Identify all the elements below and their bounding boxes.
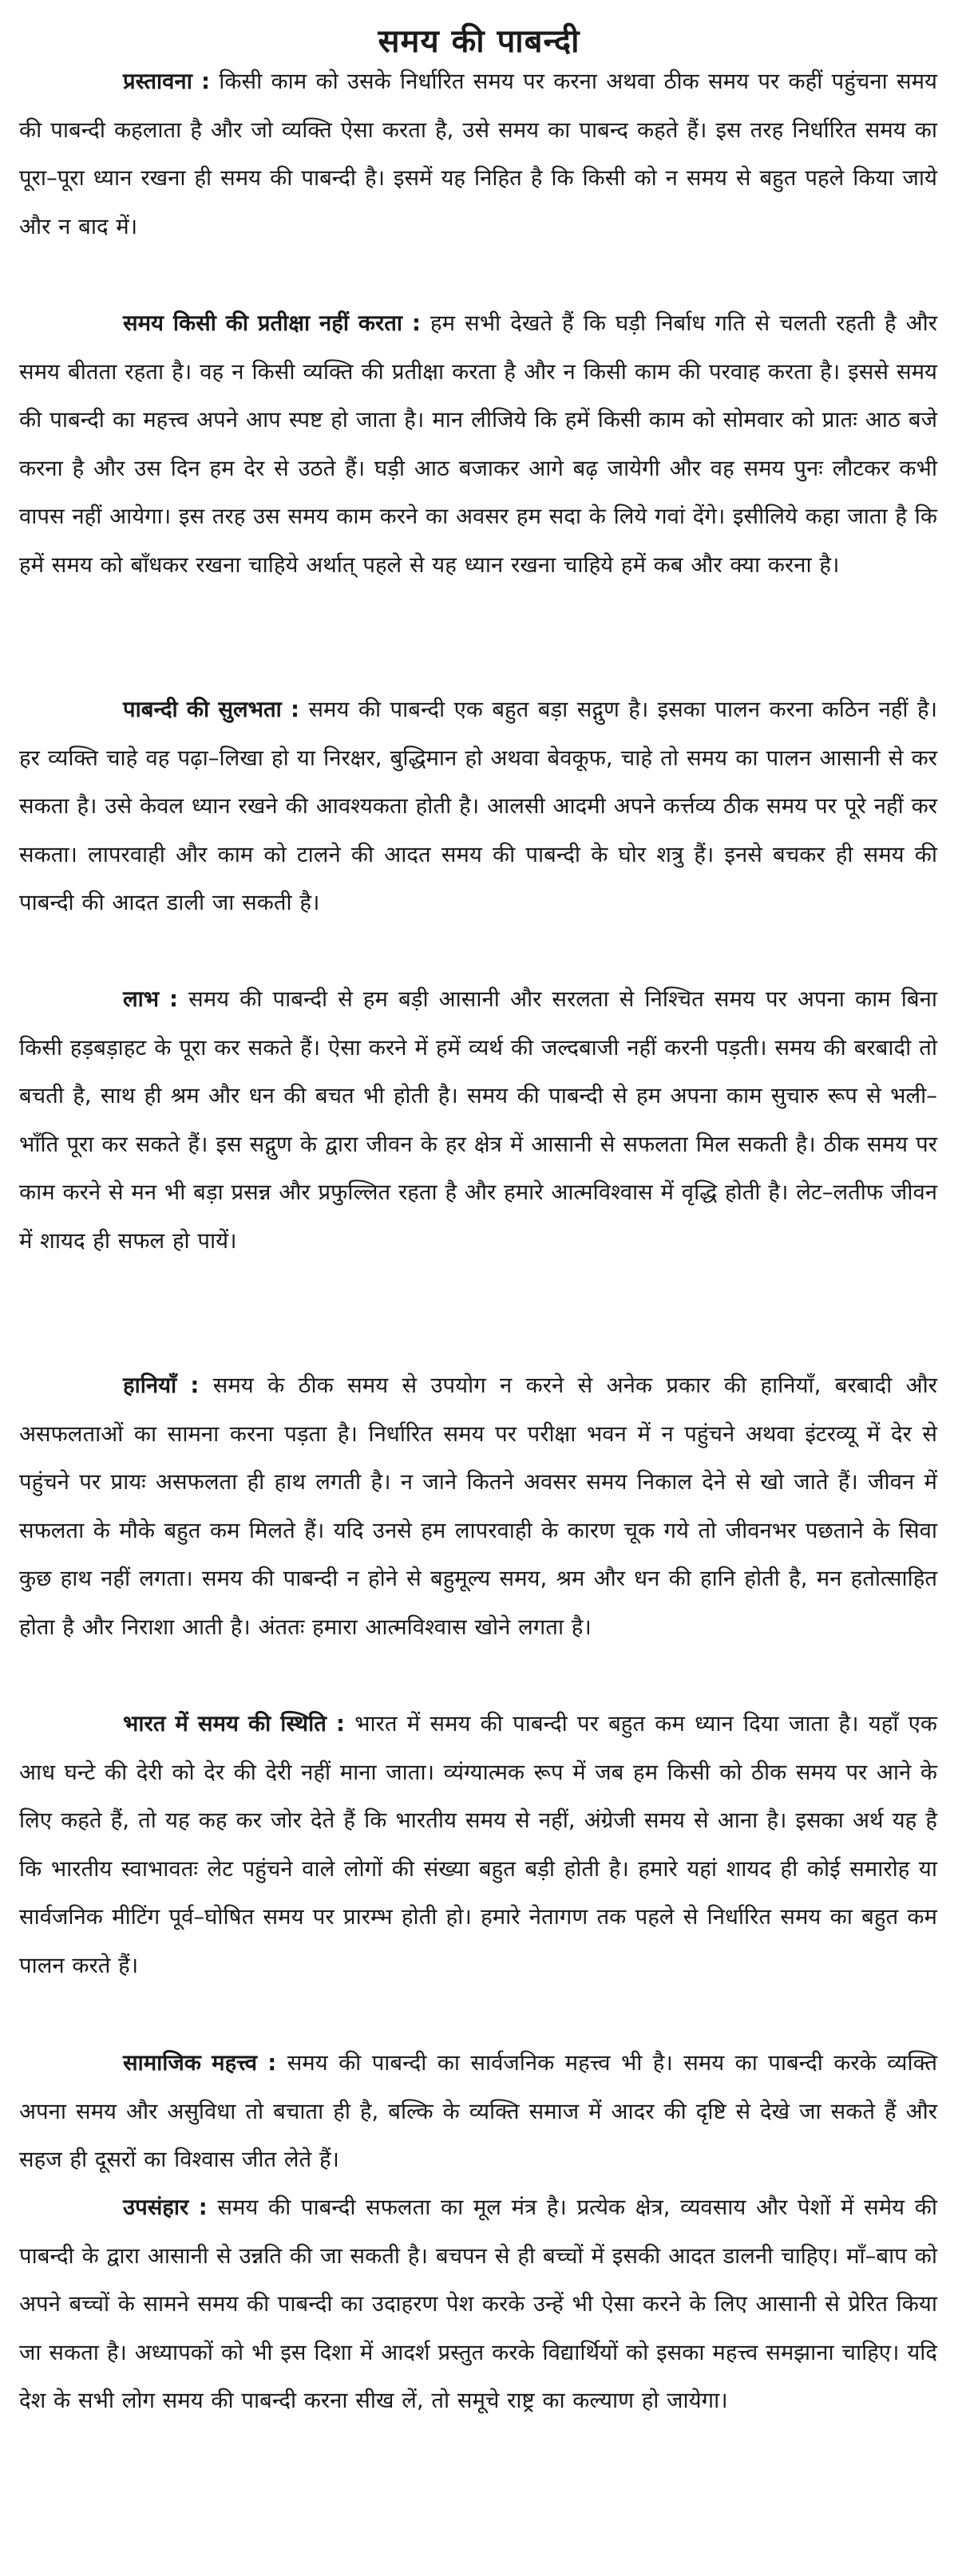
section-social-importance bbox=[19, 2039, 937, 2184]
section-situation-in-india bbox=[19, 1700, 937, 1989]
section-benefits bbox=[19, 975, 937, 1265]
section-heading: लाभ : bbox=[123, 986, 179, 1012]
section-text: भारत में समय की पाबन्दी पर बहुत कम ध्यान दिया जाता है। यहाँ एक आध घन्टे की देरी को देर की देरी नहीं माना जाता। व्यंग्यात्मक रूप में जब हम किसी को ठीक समय पर आने के लिए कहते हैं, तो यह कह कर जोर देते हैं कि भारतीय समय से नहीं, अंग्रेजी समय से आना है। इसका अर्थ यह है कि भारतीय स्वाभावतः लेट पहुंचने वाले लोगों की संख्या बहुत बड़ी होती है। हमारे यहां शायद ही कोई समारोह या सार्वजनिक मीटिंग पूर्व–घोषित समय पर प्रारम्भ होती हो। हमारे नेतागण तक पहले से निर्धारित समय का बहुत कम पालन करते हैं। bbox=[19, 1711, 938, 1978]
section-text: समय की पाबन्दी का सार्वजनिक महत्त्व भी है। समय का पाबन्दी करके व्यक्ति अपना समय और असुविधा तो बचाता ही है, बल्कि के व्यक्ति समाज में आदर की दृष्टि से देखे जा सकते हैं और सहज ही दूसरों का विश्वास जीत लेते हैं। bbox=[19, 2050, 938, 2172]
section-introduction bbox=[19, 57, 937, 251]
section-text: किसी काम को उसके निर्धारित समय पर करना अथवा ठीक समय पर कहीं पहुंचना समय की पाबन्दी कहलाता है और जो व्यक्ति ऐसा करता है, उसे समय का पाबन्द कहते हैं। इस तरह निर्धारित समय का पूरा–पूरा ध्यान रखना ही समय की पाबन्दी है। इसमें यह निहित है कि किसी को न समय से बहुत पहले किया जाये और न बाद में। bbox=[19, 69, 937, 239]
section-text: समय की पाबन्दी से हम बड़ी आसानी और सरलता से निश्चित समय पर अपना काम बिना किसी हड़बड़ाहट के पूरा कर सकते हैं। ऐसा करने में हमें व्यर्थ की जल्दबाजी नहीं करनी पड़ती। समय की बरबादी तो बचती है, साथ ही श्रम और धन की बचत भी होती है। समय की पाबन्दी से हम अपना काम सुचारु रूप से भली–भाँति पूरा कर सकते हैं। इस सद्गुण के द्वारा जीवन के हर क्षेत्र में आसानी से सफलता मिल सकती है। ठीक समय पर काम करने से मन भी बड़ा प्रसन्न और प्रफुल्लित रहता है और हमारे आत्मविश्वास में वृद्धि होती है। लेट–लतीफ जीवन में शायद ही सफल हो पायें। bbox=[19, 986, 937, 1254]
section-ease-of-punctuality bbox=[19, 685, 937, 927]
section-heading: हानियाँ : bbox=[123, 1373, 200, 1398]
essay-title: समय की पाबन्दी bbox=[378, 23, 580, 60]
section-text: समय की पाबन्दी सफलता का मूल मंत्र है। प्रत्येक क्षेत्र, व्यवसाय और पेशों में समेय की पाबन्दी के द्वारा आसानी से उन्नति की जा सकती है। बचपन से ही बच्चों में इसकी आदत डालनी चाहिए। माँ–बाप को अपने बच्चों के सामने समय की पाबन्दी का उदाहरण पेश करके उन्हें भी ऐसा करने के लिए आसानी से प्रेरित किया जा सकता है। अध्यापकों को भी इस दिशा में आदर्श प्रस्तुत करके विद्यार्थियों को इसका महत्त्व समझाना चाहिए। यदि देश के सभी लोग समय की पाबन्दी करना सीख लें, तो समूचे राष्ट्र का कल्याण हो जायेगा। bbox=[19, 2195, 938, 2413]
section-heading: प्रस्तावना : bbox=[123, 69, 210, 94]
section-heading: भारत में समय की स्थिति : bbox=[123, 1711, 345, 1736]
section-text: समय के ठीक समय से उपयोग न करने से अनेक प्रकार की हानियाँ, बरबादी और असफलताओं का सामना करना पड़ता है। निर्धारित समय पर परीक्षा भवन में न पहुंचने अथवा इंटरव्यू में देर से पहुंचने पर प्रायः असफलता ही हाथ लगती है। न जाने कितने अवसर समय निकाल देने से खो जाते हैं। जीवन में सफलता के मौके बहुत कम मिलते हैं। यदि उनसे हम लापरवाही के कारण चूक गये तो जीवनभर पछताने के सिवा कुछ हाथ नहीं लगता। समय की पाबन्दी न होने से बहुमूल्य समय, श्रम और धन की हानि होती है, मन हतोत्साहित होता है और निराशा आती है। अंततः हमारा आत्मविश्वास खोने लगता है। bbox=[19, 1373, 938, 1640]
section-harms bbox=[19, 1361, 937, 1651]
section-time-waits-for-none bbox=[19, 299, 937, 589]
section-heading: सामाजिक महत्त्व : bbox=[123, 2050, 277, 2076]
section-conclusion bbox=[19, 2183, 937, 2425]
section-text: हम सभी देखते हैं कि घड़ी निर्बाध गति से चलती रहती है और समय बीतता रहता है। वह न किसी व्यक्ति की प्रतीक्षा करता है और न किसी काम की परवाह करता है। इससे समय की पाबन्दी का महत्त्व अपने आप स्पष्ट हो जाता है। मान लीजिये कि हमें किसी काम को सोमवार को प्रातः आठ बजे करना है और उस दिन हम देर से उठते हैं। घड़ी आठ बजाकर आगे बढ़ जायेगी और वह समय पुनः लौटकर कभी वापस नहीं आयेगा। इस तरह उस समय काम करने का अवसर हम सदा के लिये गवां देंगे। इसीलिये कहा जाता है कि हमें समय को बाँधकर रखना चाहिये अर्थात् पहले से यह ध्यान रखना चाहिये हमें कब और क्या करना है। bbox=[19, 310, 937, 578]
section-text: समय की पाबन्दी एक बहुत बड़ा सद्गुण है। इसका पालन करना कठिन नहीं है। हर व्यक्ति चाहे वह पढ़ा–लिखा हो या निरक्षर, बुद्धिमान हो अथवा बेवकूफ, चाहे तो समय का पालन आसानी से कर सकता है। उसे केवल ध्यान रखने की आवश्यकता होती है। आलसी आदमी अपने कर्त्तव्य ठीक समय पर पूरे नहीं कर सकता। लापरवाही और काम को टालने की आदत समय की पाबन्दी के घोर शत्रु हैं। इनसे बचकर ही समय की पाबन्दी की आदत डाली जा सकती है। bbox=[19, 697, 937, 915]
section-heading: पाबन्दी की सुलभता : bbox=[123, 697, 300, 722]
section-heading: समय किसी की प्रतीक्षा नहीं करता : bbox=[123, 310, 421, 336]
section-heading: उपसंहार : bbox=[123, 2195, 208, 2220]
